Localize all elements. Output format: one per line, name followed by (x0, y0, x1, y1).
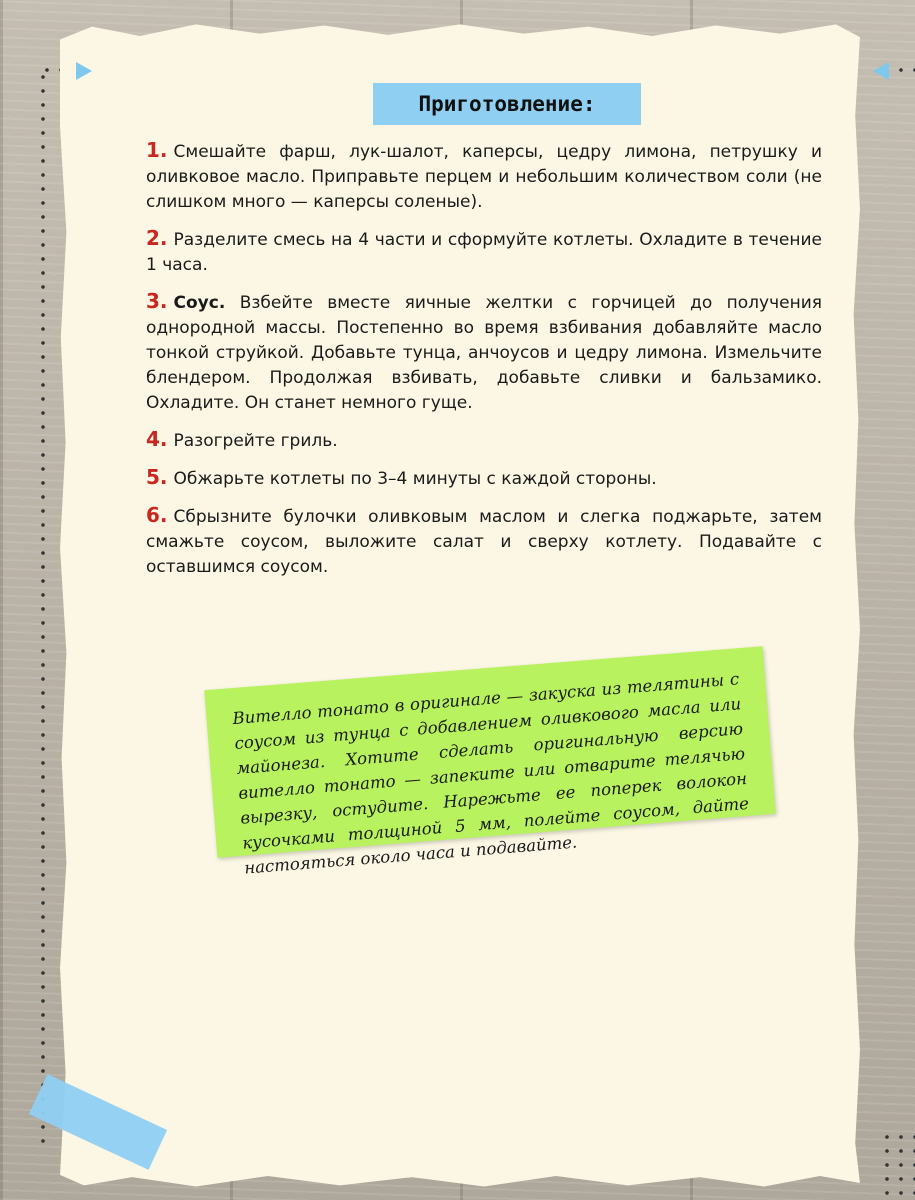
step-1 (146, 138, 822, 215)
tip-note-text: Вителло тонато в оригинале — закуска из телятины с соусом из тунца с добавлением оливкового масла или майонеза. Хотите сделать оригинальную версию вителло тонато — запеките или отварите телячью вырезку, остудите. Нарежьте ее поперек волокон кусочками толщиной 5 мм, полейте соусом, дайте настояться около часа и подавайте. (231, 669, 750, 878)
step-text: Смешайте фарш, лук-шалот, каперсы, цедру лимона, петрушку и оливковое масло. Приправьте перцем и небольшим количеством соли (не слишком много — каперсы соленые). (146, 142, 822, 212)
step-3 (146, 289, 822, 416)
step-5 (146, 465, 822, 492)
dotted-border-bottom-right (880, 1130, 915, 1200)
step-2 (146, 226, 822, 278)
step-text: Взбейте вместе яичные желтки с горчицей до получения однородной массы. Постепенно во время взбивания добавляйте масло тонкой струйкой. Добавьте тунца, анчоусов и цедру лимона. Измельчите блендером. Продолжая взбивать, добавьте сливки и бальзамико. Охладите. Он станет немного гуще. (146, 293, 822, 413)
step-text: Сбрызните булочки оливковым маслом и слегка поджарьте, затем смажьте соусом, выложите салат и сверху котлету. Подавайте с оставшимся соусом. (146, 507, 822, 577)
step-number: 1. (146, 138, 168, 162)
step-number: 4. (146, 427, 168, 451)
section-title (373, 83, 641, 125)
step-bold-label: Соус. (173, 293, 226, 313)
section-title-text: Приготовление: (418, 92, 596, 116)
step-4 (146, 427, 822, 454)
arrow-left-icon (873, 62, 889, 80)
arrow-right-icon (76, 62, 92, 80)
step-text: Разделите смесь на 4 части и сформуйте котлеты. Охладите в течение 1 часа. (146, 230, 822, 275)
step-number: 2. (146, 226, 168, 250)
step-text: Обжарьте котлеты по 3–4 минуты с каждой стороны. (173, 469, 657, 489)
steps-list (146, 138, 822, 591)
dotted-border-left (40, 70, 46, 1150)
step-number: 5. (146, 465, 168, 489)
step-text: Разогрейте гриль. (173, 431, 338, 451)
step-number: 6. (146, 503, 168, 527)
step-number: 3. (146, 289, 168, 313)
step-6 (146, 503, 822, 580)
